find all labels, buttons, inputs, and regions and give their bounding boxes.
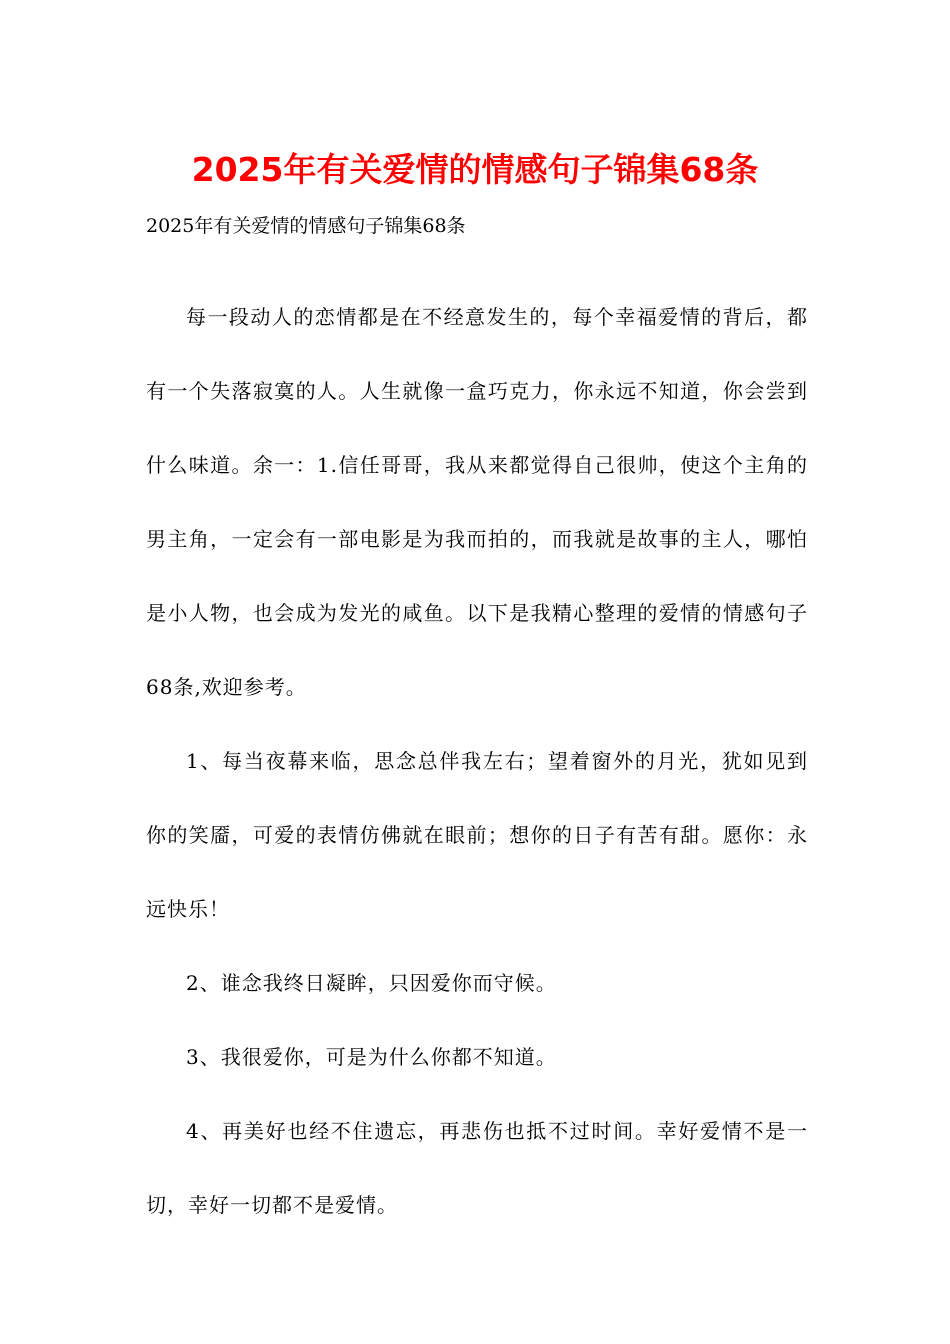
document-title: 2025年有关爱情的情感句子锦集68条 (191, 150, 759, 189)
document-subtitle: 2025年有关爱情的情感句子锦集68条 (146, 215, 466, 237)
paragraph-item-1: 1、每当夜幕来临，思念总伴我左右；望着窗外的月光，犹如见到你的笑靥，可爱的表情仿佛就在眼前；想你的日子有苦有甜。愿你：永远快乐！ (146, 749, 808, 921)
paragraph-item-3: 3、我很爱你，可是为什么你都不知道。 (186, 1045, 557, 1069)
paragraph-item-4: 4、再美好也经不住遗忘，再悲伤也抵不过时间。幸好爱情不是一切，幸好一切都不是爱情。 (146, 1119, 808, 1217)
paragraph-intro: 每一段动人的恋情都是在不经意发生的，每个幸福爱情的背后，都有一个失落寂寞的人。人生就像一盒巧克力，你永远不知道，你会尝到什么味道。余一：1.信任哥哥，我从来都觉得自己很帅，使这个主角的男主角，一定会有一部电影是为我而拍的，而我就是故事的主人，哪怕是小人物，也会成为发光的咸鱼。以下是我精心整理的爱情的情感句子68条,欢迎参考。 (146, 305, 808, 699)
paragraph-item-2: 2、谁念我终日凝眸，只因爱你而守候。 (186, 971, 557, 995)
document-body (146, 280, 808, 1242)
